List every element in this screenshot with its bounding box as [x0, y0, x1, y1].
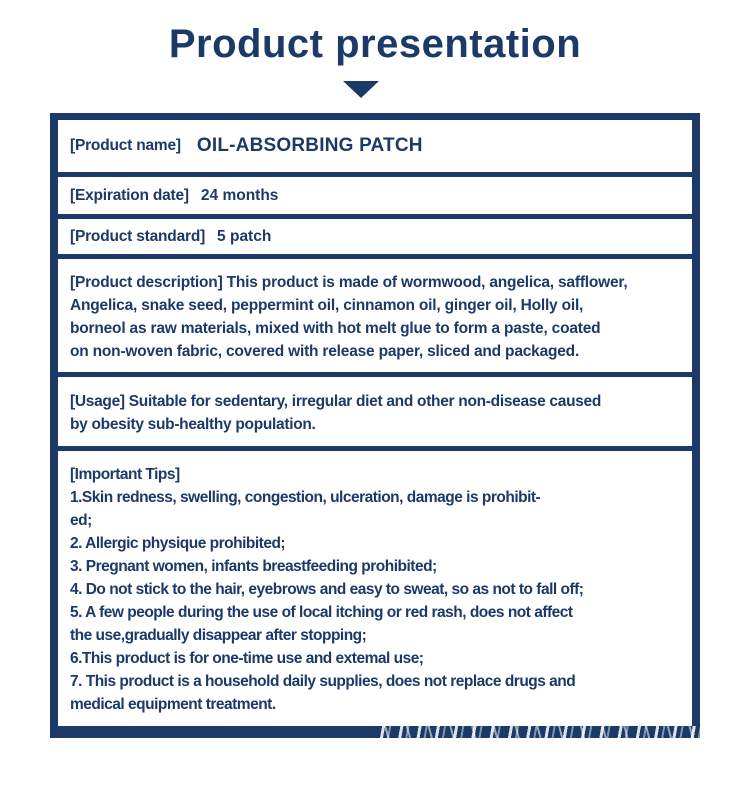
product-info-box — [50, 113, 700, 738]
usage-row — [58, 372, 692, 446]
product-standard-label: [Product standard] — [70, 227, 206, 245]
tips-heading: [Important Tips] — [70, 466, 180, 483]
tips-line: 2. Allergic physique prohibited; — [70, 535, 286, 552]
product-name-row — [58, 120, 692, 172]
tips-line: 4. Do not stick to the hair, eyebrows and easy to sweat, so as not to fall off; — [70, 581, 584, 598]
tips-line: 7. This product is a household daily supplies, does not replace drugs and — [70, 673, 576, 690]
product-name-label: [Product name] — [70, 137, 181, 154]
expiration-date-value: 24 months — [200, 186, 279, 204]
product-description-row — [58, 254, 692, 372]
product-standard-value: 5 patch — [217, 227, 272, 245]
tips-line: medical equipment treatment. — [70, 696, 276, 713]
description-line: [Product description] This product is made of wormwood, angelica, safflower, — [70, 274, 628, 291]
tips-line: 1.Skin redness, swelling, congestion, ulceration, damage is prohibit- — [70, 489, 541, 506]
tips-line: 5. A few people during the use of local itching or red rash, does not affect — [70, 604, 573, 621]
tips-line: ed; — [70, 512, 92, 529]
product-standard-row — [58, 214, 692, 254]
usage-line: by obesity sub-healthy population. — [70, 416, 316, 433]
usage-line: [Usage] Suitable for sedentary, irregular diet and other non-disease caused — [70, 393, 602, 410]
watermark-strip — [378, 726, 700, 738]
page-title: Product presentation — [168, 22, 582, 66]
product-presentation-page — [0, 20, 750, 802]
important-tips-row — [58, 446, 692, 726]
product-name-value: OIL-ABSORBING PATCH — [196, 135, 423, 156]
tips-line: the use,gradually disappear after stopping; — [70, 627, 367, 644]
expiration-date-label: [Expiration date] — [70, 186, 189, 204]
triangle-down-icon — [343, 81, 379, 98]
tips-line: 3. Pregnant women, infants breastfeeding prohibited; — [70, 558, 437, 575]
description-line: borneol as raw materials, mixed with hot melt glue to form a paste, coated — [70, 320, 601, 337]
tips-line: 6.This product is for one-time use and extemal use; — [70, 650, 424, 667]
description-line: Angelica, snake seed, peppermint oil, cinnamon oil, ginger oil, Holly oil, — [70, 297, 584, 314]
description-line: on non-woven fabric, covered with release paper, sliced and packaged. — [70, 343, 580, 360]
expiration-date-row — [58, 172, 692, 214]
